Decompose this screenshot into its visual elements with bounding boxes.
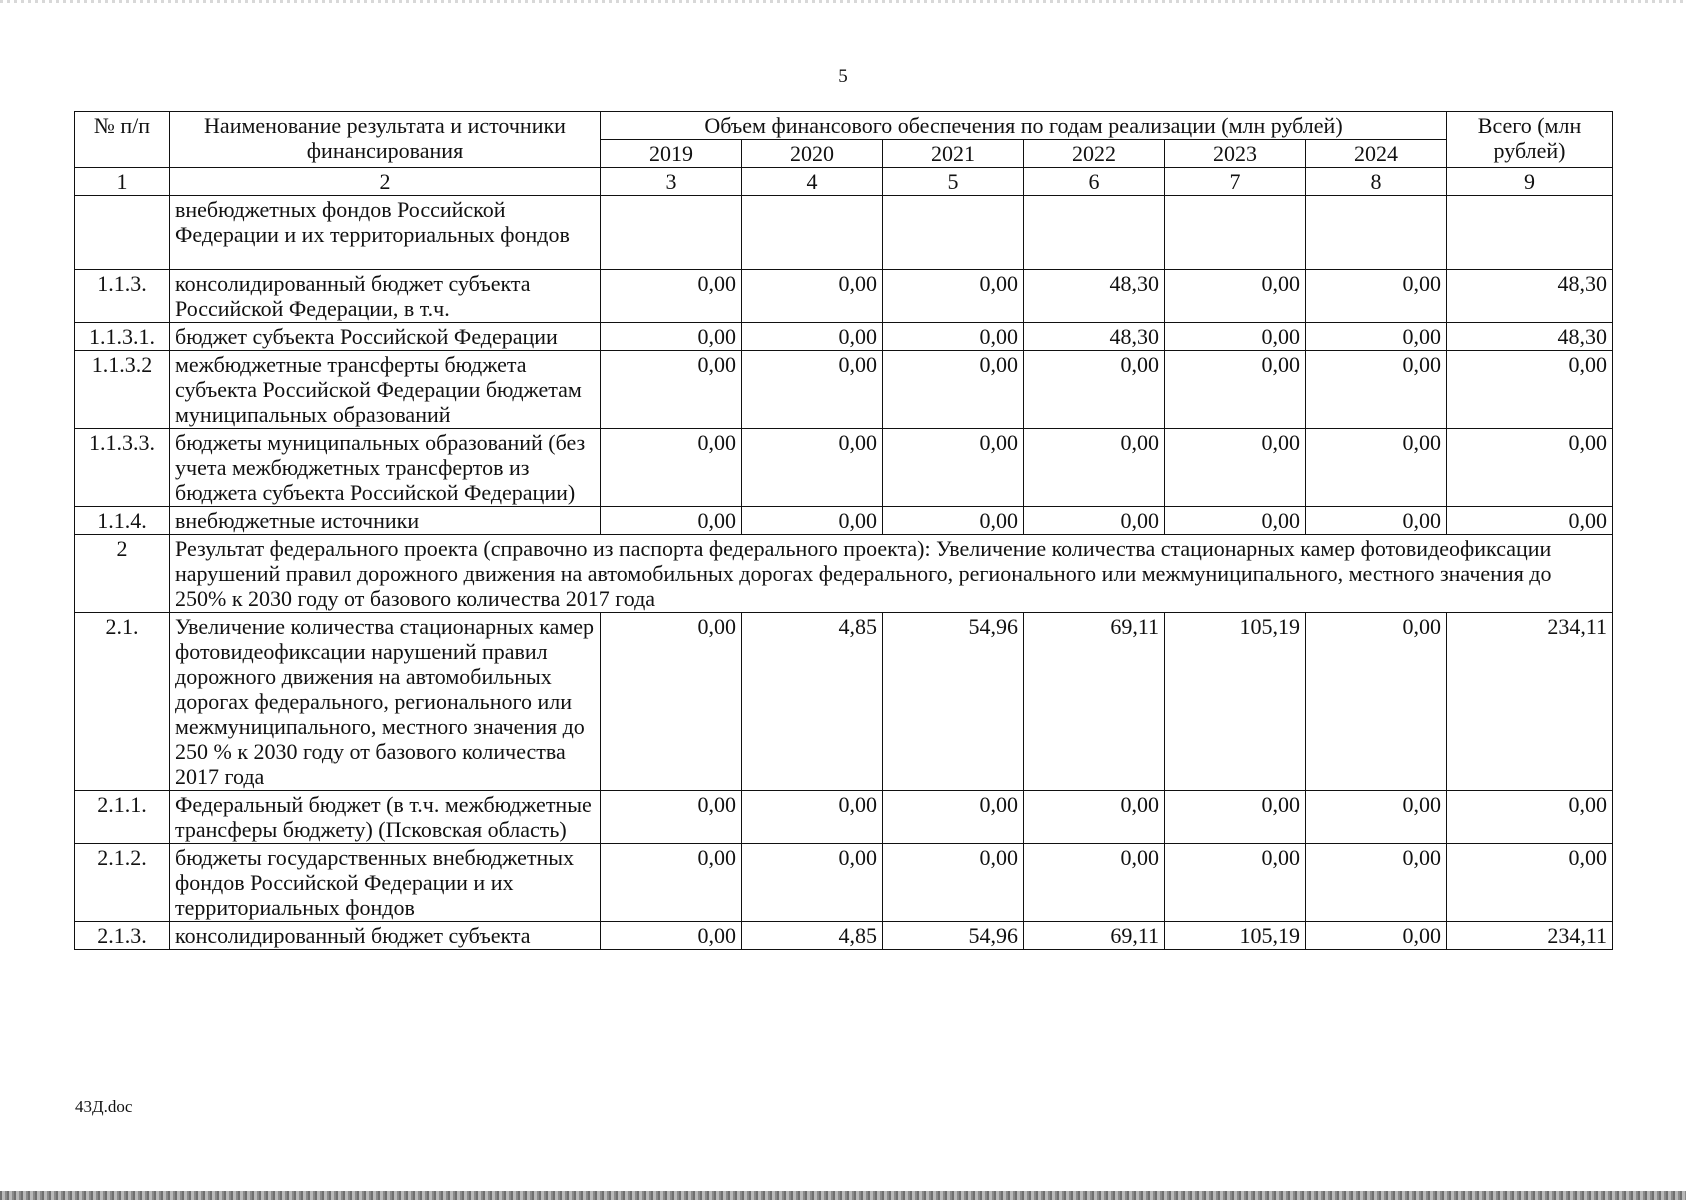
row-name: бюджеты муниципальных образований (без учета межбюджетных трансфертов из бюджета субъекта Российской Федерации) — [170, 429, 601, 507]
column-number: 2 — [170, 168, 601, 196]
row-number: 2.1.2. — [75, 844, 170, 922]
column-number: 1 — [75, 168, 170, 196]
row-value: 0,00 — [601, 351, 742, 429]
header-row-top — [75, 112, 1613, 140]
row-value: 0,00 — [883, 351, 1024, 429]
row-value: 0,00 — [742, 270, 883, 323]
row-value — [601, 196, 742, 270]
row-value: 0,00 — [1024, 507, 1165, 535]
row-total: 0,00 — [1447, 351, 1613, 429]
row-value: 0,00 — [601, 844, 742, 922]
row-value: 0,00 — [1306, 429, 1447, 507]
row-total: 0,00 — [1447, 507, 1613, 535]
row-value: 0,00 — [742, 791, 883, 844]
row-value: 0,00 — [742, 351, 883, 429]
row-name: Федеральный бюджет (в т.ч. межбюджетные трансферы бюджету) (Псковская область) — [170, 791, 601, 844]
scan-edge-bottom — [0, 1191, 1686, 1200]
row-value: 0,00 — [601, 922, 742, 950]
column-number: 5 — [883, 168, 1024, 196]
row-number: 2.1. — [75, 613, 170, 791]
row-value: 0,00 — [1306, 351, 1447, 429]
row-total: 234,11 — [1447, 922, 1613, 950]
column-number-row — [75, 168, 1613, 196]
row-value: 0,00 — [742, 429, 883, 507]
header-year: 2022 — [1024, 140, 1165, 168]
row-value — [1024, 196, 1165, 270]
header-volume: Объем финансового обеспечения по годам реализации (млн рублей) — [601, 112, 1447, 140]
row-value: 0,00 — [1306, 270, 1447, 323]
row-value — [883, 196, 1024, 270]
footer-file-name: 43Д.doc — [75, 1097, 133, 1116]
row-value: 0,00 — [883, 270, 1024, 323]
table-row — [75, 922, 1613, 950]
row-value: 4,85 — [742, 613, 883, 791]
row-number: 1.1.3. — [75, 270, 170, 323]
header-year: 2023 — [1165, 140, 1306, 168]
row-name: внебюджетные источники — [170, 507, 601, 535]
row-value: 0,00 — [1165, 507, 1306, 535]
table-row — [75, 507, 1613, 535]
row-name: консолидированный бюджет субъекта Российской Федерации, в т.ч. — [170, 270, 601, 323]
table-row — [75, 270, 1613, 323]
table-row — [75, 613, 1613, 791]
header-total: Всего (млн рублей) — [1447, 112, 1613, 168]
table-row — [75, 791, 1613, 844]
header-name: Наименование результата и источники финансирования — [170, 112, 601, 168]
header-num: № п/п — [75, 112, 170, 168]
row-total: 234,11 — [1447, 613, 1613, 791]
column-number: 7 — [1165, 168, 1306, 196]
row-value — [1165, 196, 1306, 270]
row-value: 0,00 — [601, 791, 742, 844]
row-value: 0,00 — [1306, 507, 1447, 535]
row-value: 0,00 — [1306, 323, 1447, 351]
row-value: 48,30 — [1024, 323, 1165, 351]
row-number: 1.1.4. — [75, 507, 170, 535]
financing-table — [74, 111, 1613, 950]
table-row — [75, 844, 1613, 922]
row-value: 0,00 — [601, 323, 742, 351]
row-value: 0,00 — [742, 323, 883, 351]
row-number: 2.1.1. — [75, 791, 170, 844]
row-value: 0,00 — [601, 613, 742, 791]
row-value: 54,96 — [883, 613, 1024, 791]
row-value: 0,00 — [883, 323, 1024, 351]
header-year: 2019 — [601, 140, 742, 168]
row-value: 0,00 — [1024, 429, 1165, 507]
row-number — [75, 196, 170, 270]
row-value: 0,00 — [883, 507, 1024, 535]
row-value: 0,00 — [1024, 351, 1165, 429]
row-name: внебюджетных фондов Российской Федерации и их территориальных фондов — [170, 196, 601, 270]
column-number: 8 — [1306, 168, 1447, 196]
row-value: 0,00 — [883, 844, 1024, 922]
row-value: 0,00 — [883, 429, 1024, 507]
row-value: 0,00 — [742, 507, 883, 535]
row-value: 54,96 — [883, 922, 1024, 950]
row-value: 0,00 — [601, 270, 742, 323]
result-number: 2 — [75, 535, 170, 613]
row-value: 0,00 — [1165, 323, 1306, 351]
row-number: 2.1.3. — [75, 922, 170, 950]
row-value: 0,00 — [1024, 791, 1165, 844]
result-text: Результат федерального проекта (справочно из паспорта федерального проекта): Увеличение количества стационарных камер фотовидеофиксации нарушений правил дорожного движения на автомобильных дорогах федерального, регионального или межмуниципального, местного значения до 250% к 2030 году от базового количества 2017 года — [170, 535, 1613, 613]
row-number: 1.1.3.1. — [75, 323, 170, 351]
row-value: 0,00 — [601, 429, 742, 507]
row-value: 105,19 — [1165, 922, 1306, 950]
scan-edge-top — [0, 0, 1686, 3]
row-total — [1447, 196, 1613, 270]
table-row — [75, 323, 1613, 351]
header-year: 2020 — [742, 140, 883, 168]
header-year: 2024 — [1306, 140, 1447, 168]
row-value: 105,19 — [1165, 613, 1306, 791]
row-value: 0,00 — [601, 507, 742, 535]
row-value: 0,00 — [1165, 351, 1306, 429]
row-value: 0,00 — [1306, 922, 1447, 950]
row-value: 0,00 — [1306, 844, 1447, 922]
row-value: 0,00 — [1024, 844, 1165, 922]
row-value: 0,00 — [1165, 270, 1306, 323]
row-value: 69,11 — [1024, 613, 1165, 791]
row-number: 1.1.3.3. — [75, 429, 170, 507]
row-total: 0,00 — [1447, 844, 1613, 922]
page-number: 5 — [838, 66, 848, 87]
table-row — [75, 351, 1613, 429]
row-total: 0,00 — [1447, 791, 1613, 844]
column-number: 4 — [742, 168, 883, 196]
row-name: бюджеты государственных внебюджетных фондов Российской Федерации и их территориальных фондов — [170, 844, 601, 922]
row-number: 1.1.3.2 — [75, 351, 170, 429]
row-name: консолидированный бюджет субъекта — [170, 922, 601, 950]
row-value: 0,00 — [1165, 844, 1306, 922]
column-number: 9 — [1447, 168, 1613, 196]
row-value: 0,00 — [1306, 791, 1447, 844]
row-value: 0,00 — [883, 791, 1024, 844]
row-value — [1306, 196, 1447, 270]
row-total: 48,30 — [1447, 323, 1613, 351]
row-name: Увеличение количества стационарных камер фотовидеофиксации нарушений правил дорожного движения на автомобильных дорогах федерального, регионального или межмуниципального, местного значения до 250 % к 2030 году от базового количества 2017 года — [170, 613, 601, 791]
row-value: 0,00 — [1306, 613, 1447, 791]
row-value — [742, 196, 883, 270]
row-value: 4,85 — [742, 922, 883, 950]
row-value: 0,00 — [1165, 791, 1306, 844]
row-value: 48,30 — [1024, 270, 1165, 323]
row-total: 0,00 — [1447, 429, 1613, 507]
column-number: 3 — [601, 168, 742, 196]
row-value: 0,00 — [1165, 429, 1306, 507]
result-row — [75, 535, 1613, 613]
table-row — [75, 429, 1613, 507]
row-name: бюджет субъекта Российской Федерации — [170, 323, 601, 351]
row-name: межбюджетные трансферты бюджета субъекта Российской Федерации бюджетам муниципальных образований — [170, 351, 601, 429]
header-year: 2021 — [883, 140, 1024, 168]
table-row — [75, 196, 1613, 270]
row-total: 48,30 — [1447, 270, 1613, 323]
row-value: 69,11 — [1024, 922, 1165, 950]
column-number: 6 — [1024, 168, 1165, 196]
row-value: 0,00 — [742, 844, 883, 922]
